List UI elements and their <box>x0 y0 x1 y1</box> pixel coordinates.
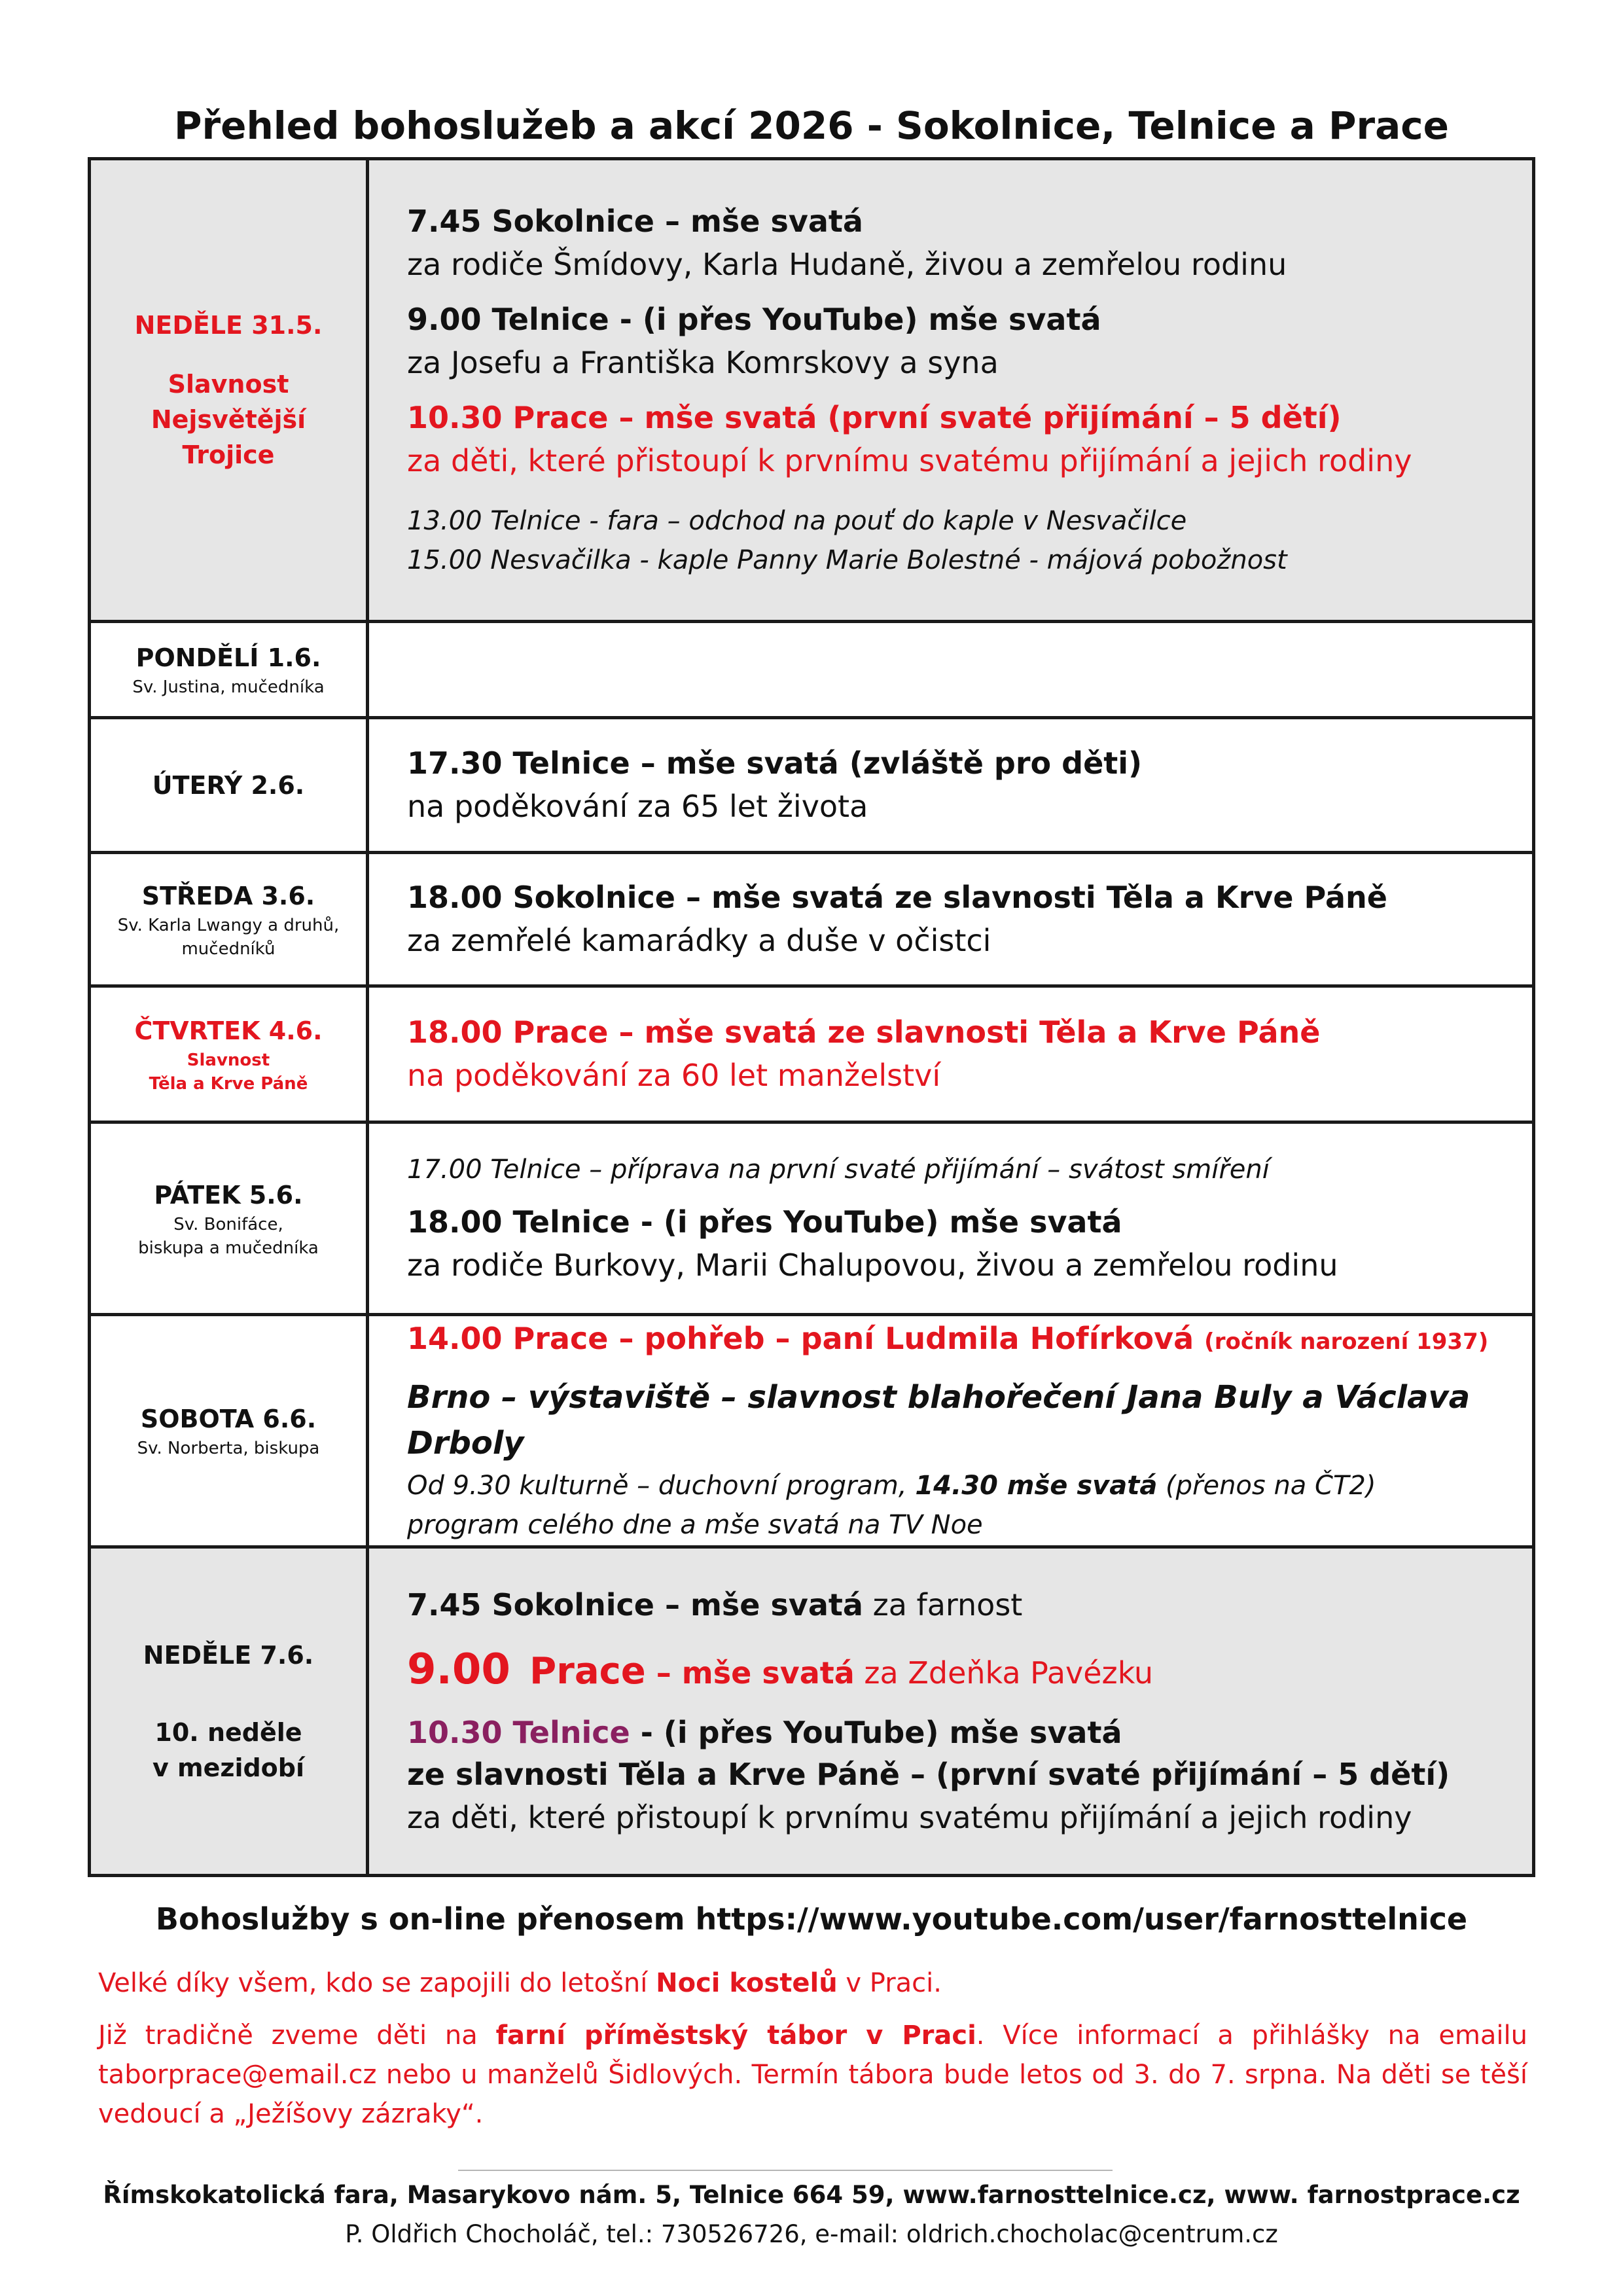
event-intention: za Josefu a Františka Komrskovy a syna <box>407 345 999 380</box>
camp-note: Již tradičně zveme děti na farní příměstský tábor v Praci. Více informací a přihlášky na emailu taborprace@email.cz nebo u manželů Šidlových. Termín tábora bude letos od 3. do 7. srpna. Na děti se těší vedoucí a „Ježíšovy zázraky“. <box>98 2020 1528 2129</box>
thanks-note: Velké díky všem, kdo se zapojili do letošní Noci kostelů v Praci. <box>98 1968 942 1998</box>
feast-line: Těla a Krve Páně <box>149 1073 308 1094</box>
day-cell <box>90 986 368 1122</box>
event-heading: 17.30 Telnice – mše svatá (zvláště pro děti) <box>407 745 1143 781</box>
feast-line: Nejsvětější <box>151 405 306 434</box>
event-intention: za farnost <box>863 1587 1023 1623</box>
day-name: NEDĚLE 31.5. <box>134 311 323 340</box>
event-intention: za rodiče Burkovy, Marii Chalupovou, živou a zemřelou rodinu <box>407 1247 1338 1283</box>
day-name: PONDĚLÍ 1.6. <box>135 643 321 672</box>
schedule-row <box>90 1315 1534 1547</box>
footer-divider <box>458 2170 1113 2171</box>
saint-line: mučedníků <box>181 939 276 959</box>
page-title: Přehled bohoslužeb a akcí 2026 - Sokolnice, Telnice a Prace <box>174 103 1449 148</box>
funeral-note: (ročník narození 1937) <box>1204 1328 1489 1355</box>
schedule-row <box>90 986 1534 1122</box>
events-cell <box>368 718 1534 853</box>
feast-line: Slavnost <box>187 1050 270 1070</box>
event-info: 15.00 Nesvačilka - kaple Panny Marie Bolestné - májová pobožnost <box>407 545 1287 575</box>
camp-highlight: farní příměstský tábor v Praci <box>495 2020 976 2051</box>
event-time: 9.00 <box>407 1645 510 1694</box>
feast-line: Trojice <box>182 440 275 469</box>
schedule-table <box>88 157 1535 1877</box>
day-cell <box>90 1122 368 1315</box>
day-name: NEDĚLE 7.6. <box>143 1640 314 1670</box>
event-line <box>407 1712 1519 1753</box>
feast-line: v mezidobí <box>152 1753 305 1782</box>
schedule-row <box>90 622 1534 718</box>
event-heading: - (i přes YouTube) mše svatá <box>630 1715 1122 1750</box>
events-cell <box>368 986 1534 1122</box>
schedule-row <box>90 718 1534 853</box>
saint-line: Sv. Bonifáce, <box>173 1214 283 1234</box>
event-intention: za děti, které přistoupí k prvnímu svatému přijímání a jejich rodiny <box>407 1800 1412 1835</box>
priest-contact: P. Oldřich Chocholáč, tel.: 730526726, e-mail: oldrich.chocholac@centrum.cz <box>345 2220 1278 2248</box>
day-name: SOBOTA 6.6. <box>140 1405 317 1433</box>
event-info: 17.00 Telnice – příprava na první svaté přijímání – svátost smíření <box>407 1154 1270 1185</box>
event-place: Prace <box>529 1650 646 1693</box>
schedule-row <box>90 159 1534 622</box>
saint-line: Sv. Justina, mučedníka <box>132 677 325 697</box>
event-time: 10.30 Telnice <box>407 1715 630 1750</box>
day-cell <box>90 159 368 622</box>
event-heading: 18.00 Telnice - (i přes YouTube) mše svatá <box>407 1204 1122 1240</box>
program-text: Od 9.30 kulturně – duchovní program, <box>407 1470 916 1501</box>
saint-line: Sv. Karla Lwangy a druhů, <box>117 915 340 935</box>
events-cell <box>368 1547 1534 1876</box>
event-line <box>407 1640 1519 1702</box>
event-heading: Brno – výstaviště – slavnost blahořečení Jana Buly a Václava Drboly <box>407 1378 1471 1462</box>
day-cell <box>90 622 368 718</box>
event-heading: – mše svatá <box>645 1655 855 1691</box>
schedule-row <box>90 1547 1534 1876</box>
event-intention: na poděkování za 60 let manželství <box>407 1057 941 1093</box>
event-info <box>407 1466 1519 1505</box>
event-info: program celého dne a mše svatá na TV Noe <box>407 1509 983 1540</box>
events-cell <box>368 622 1534 718</box>
event-heading: 18.00 Sokolnice – mše svatá ze slavnosti Těla a Krve Páně <box>407 879 1387 915</box>
event-heading: 10.30 Prace – mše svatá (první svaté přijímání – 5 dětí) <box>407 400 1342 435</box>
event-info: 13.00 Telnice - fara – odchod na pouť do kaple v Nesvačilce <box>407 506 1187 536</box>
event-highlight: Noci kostelů <box>656 1968 838 1998</box>
day-name: PÁTEK 5.6. <box>154 1180 303 1210</box>
program-broadcast: (přenos na ČT2) <box>1157 1470 1376 1501</box>
event-heading: 7.45 Sokolnice – mše svatá <box>407 204 863 239</box>
day-cell <box>90 853 368 986</box>
events-cell <box>368 853 1534 986</box>
event-heading: 18.00 Prace – mše svatá ze slavnosti Těla a Krve Páně <box>407 1014 1321 1050</box>
event-heading: 9.00 Telnice - (i přes YouTube) mše svatá <box>407 302 1101 337</box>
program-mass: 14.30 mše svatá <box>915 1470 1158 1501</box>
event-intention: za děti, které přistoupí k prvnímu svatému přijímání a jejich rodiny <box>407 443 1412 478</box>
event-heading: ze slavnosti Těla a Krve Páně – (první svaté přijímání – 5 dětí) <box>407 1757 1450 1792</box>
event-intention: na poděkování za 65 let života <box>407 788 868 824</box>
online-broadcast-line: Bohoslužby s on-line přenosem https://www.youtube.com/user/farnosttelnice <box>155 1901 1468 1937</box>
event-line <box>407 1583 1519 1627</box>
parish-address: Římskokatolická fara, Masarykovo nám. 5, Telnice 664 59, www.farnosttelnice.cz, www. farnostprace.cz <box>103 2181 1520 2209</box>
day-name: ÚTERÝ 2.6. <box>152 770 305 800</box>
day-name: STŘEDA 3.6. <box>141 881 315 910</box>
funeral-text: 14.00 Prace – pohřeb – paní Ludmila Hofírková <box>407 1320 1194 1356</box>
feast-line: Slavnost <box>168 370 289 399</box>
day-name: ČTVRTEK 4.6. <box>134 1016 323 1045</box>
funeral-line <box>407 1318 1519 1363</box>
events-cell <box>368 1122 1534 1315</box>
day-cell <box>90 1315 368 1547</box>
event-intention: za zemřelé kamarádky a duše v očistci <box>407 922 991 958</box>
events-cell <box>368 1315 1534 1547</box>
schedule-row <box>90 1122 1534 1315</box>
feast-line: 10. neděle <box>154 1717 302 1747</box>
saint-line: Sv. Norberta, biskupa <box>137 1439 320 1458</box>
day-cell <box>90 718 368 853</box>
events-cell <box>368 159 1534 622</box>
event-heading: 7.45 Sokolnice – mše svatá <box>407 1587 863 1623</box>
saint-line: biskupa a mučedníka <box>138 1238 319 1258</box>
schedule-row <box>90 853 1534 986</box>
event-intention: za rodiče Šmídovy, Karla Hudaně, živou a zemřelou rodinu <box>407 247 1287 282</box>
day-cell <box>90 1547 368 1876</box>
event-intention: za Zdeňka Pavézku <box>854 1655 1154 1691</box>
